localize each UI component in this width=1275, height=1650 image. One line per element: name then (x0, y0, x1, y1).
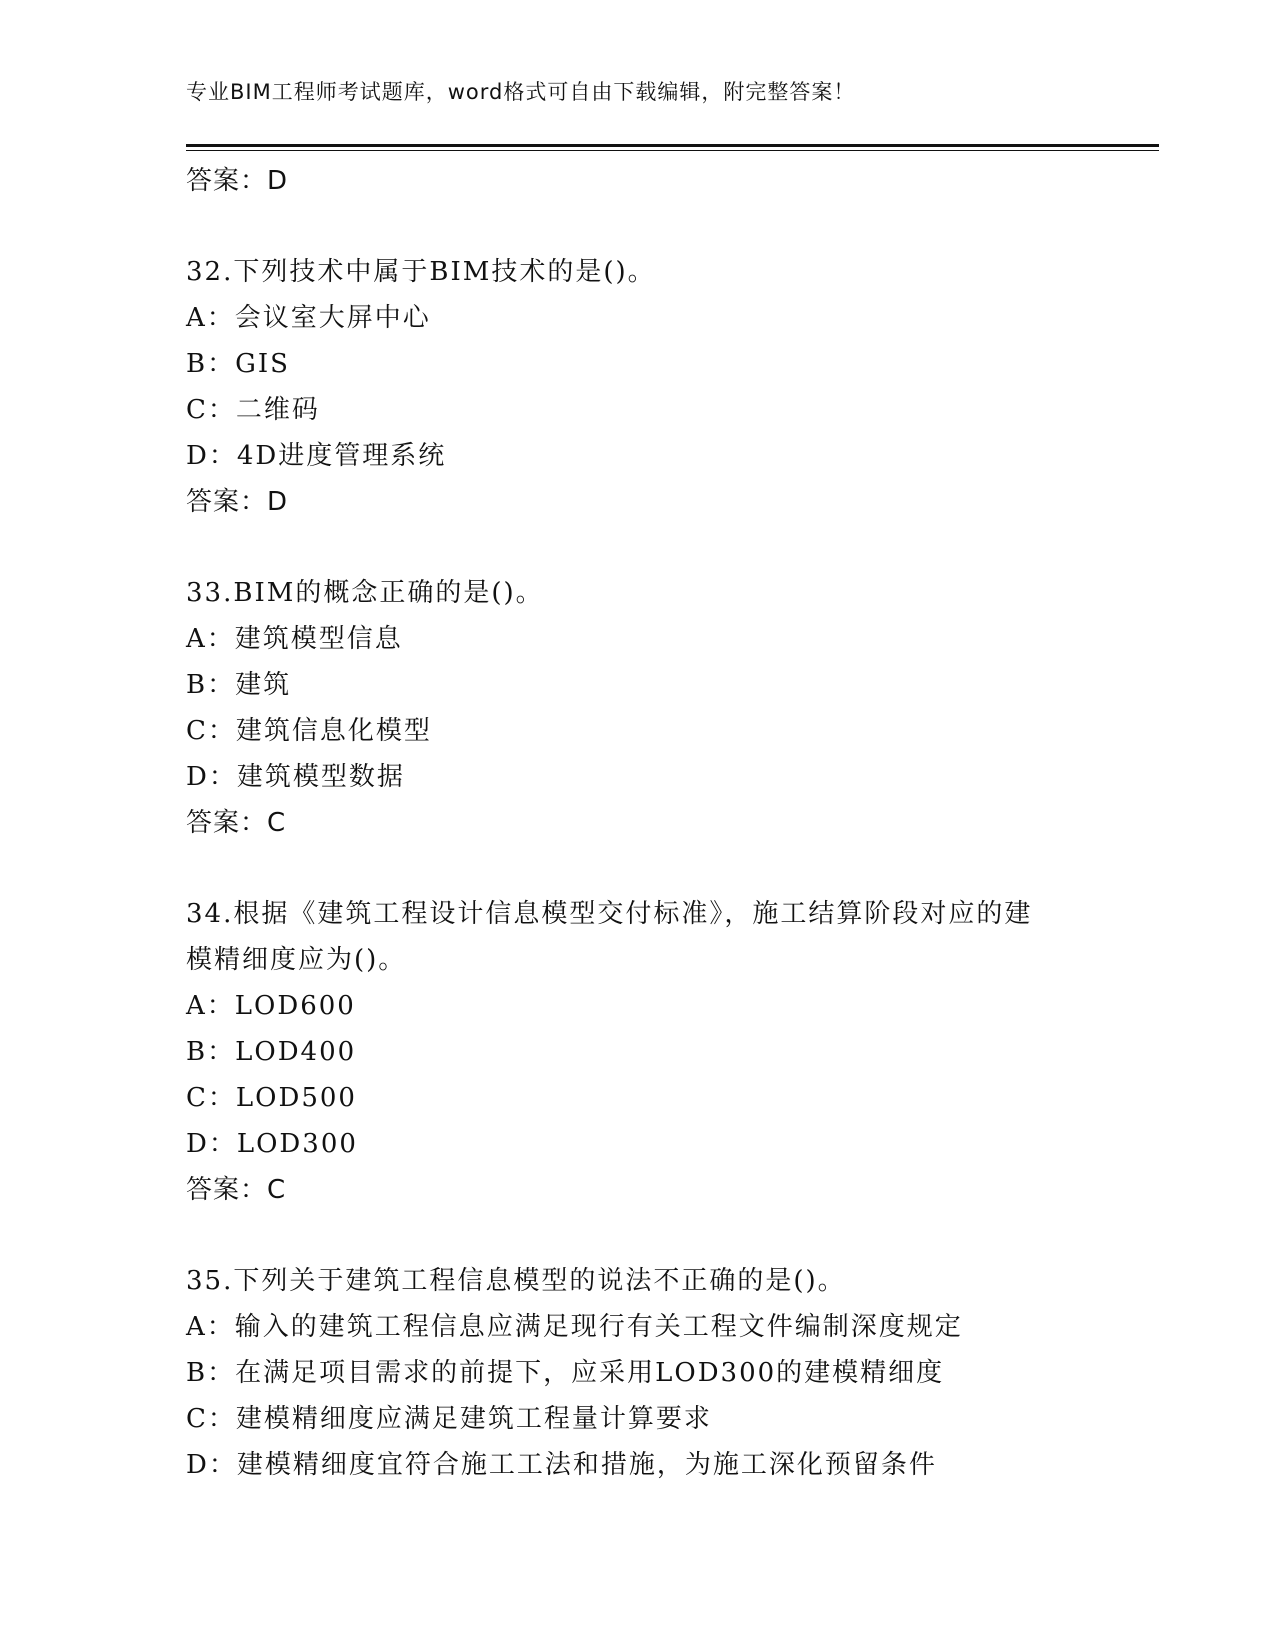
option-c: C：LOD500 (186, 1083, 357, 1113)
option-d: D：建筑模型数据 (186, 762, 405, 792)
option-d: D：4D进度管理系统 (186, 441, 447, 471)
question-stem-line-2: 模精细度应为()。 (186, 945, 407, 975)
page-header: 专业BIM工程师考试题库，word格式可自由下载编辑，附完整答案！ (186, 80, 856, 104)
option-d: D：LOD300 (186, 1129, 358, 1159)
question-stem: 33.BIM的概念正确的是()。 (186, 578, 544, 608)
header-rule-thick (186, 144, 1159, 147)
option-d: D：建模精细度宜符合施工工法和措施，为施工深化预留条件 (186, 1450, 937, 1480)
spacer (186, 846, 1086, 891)
question-stem: 35.下列关于建筑工程信息模型的说法不正确的是()。 (186, 1266, 846, 1296)
question-content (186, 158, 1086, 1488)
spacer (186, 1213, 1086, 1258)
question-32 (186, 249, 1086, 525)
question-stem: 32.下列技术中属于BIM技术的是()。 (186, 257, 656, 287)
header-rule-thin (186, 150, 1159, 151)
option-a: A：会议室大屏中心 (186, 303, 431, 333)
answer: 答案：C (186, 808, 287, 838)
option-c: C：建筑信息化模型 (186, 716, 432, 746)
question-stem-line-1: 34.根据《建筑工程设计信息模型交付标准》，施工结算阶段对应的建 (186, 899, 1033, 929)
option-b: B：建筑 (186, 670, 292, 700)
spacer (186, 204, 1086, 249)
option-a: A：输入的建筑工程信息应满足现行有关工程文件编制深度规定 (186, 1312, 963, 1342)
option-b: B：LOD400 (186, 1037, 357, 1067)
option-b: B：GIS (186, 349, 290, 379)
question-34 (186, 891, 1086, 1213)
previous-answer: 答案：D (186, 166, 289, 196)
option-c: C：二维码 (186, 395, 320, 425)
spacer (186, 525, 1086, 570)
option-c: C：建模精细度应满足建筑工程量计算要求 (186, 1404, 712, 1434)
question-33 (186, 570, 1086, 846)
answer: 答案：C (186, 1175, 287, 1205)
option-a: A：LOD600 (186, 991, 356, 1021)
question-35 (186, 1258, 1086, 1488)
option-b: B：在满足项目需求的前提下，应采用LOD300的建模精细度 (186, 1358, 945, 1388)
answer: 答案：D (186, 487, 289, 517)
option-a: A：建筑模型信息 (186, 624, 403, 654)
